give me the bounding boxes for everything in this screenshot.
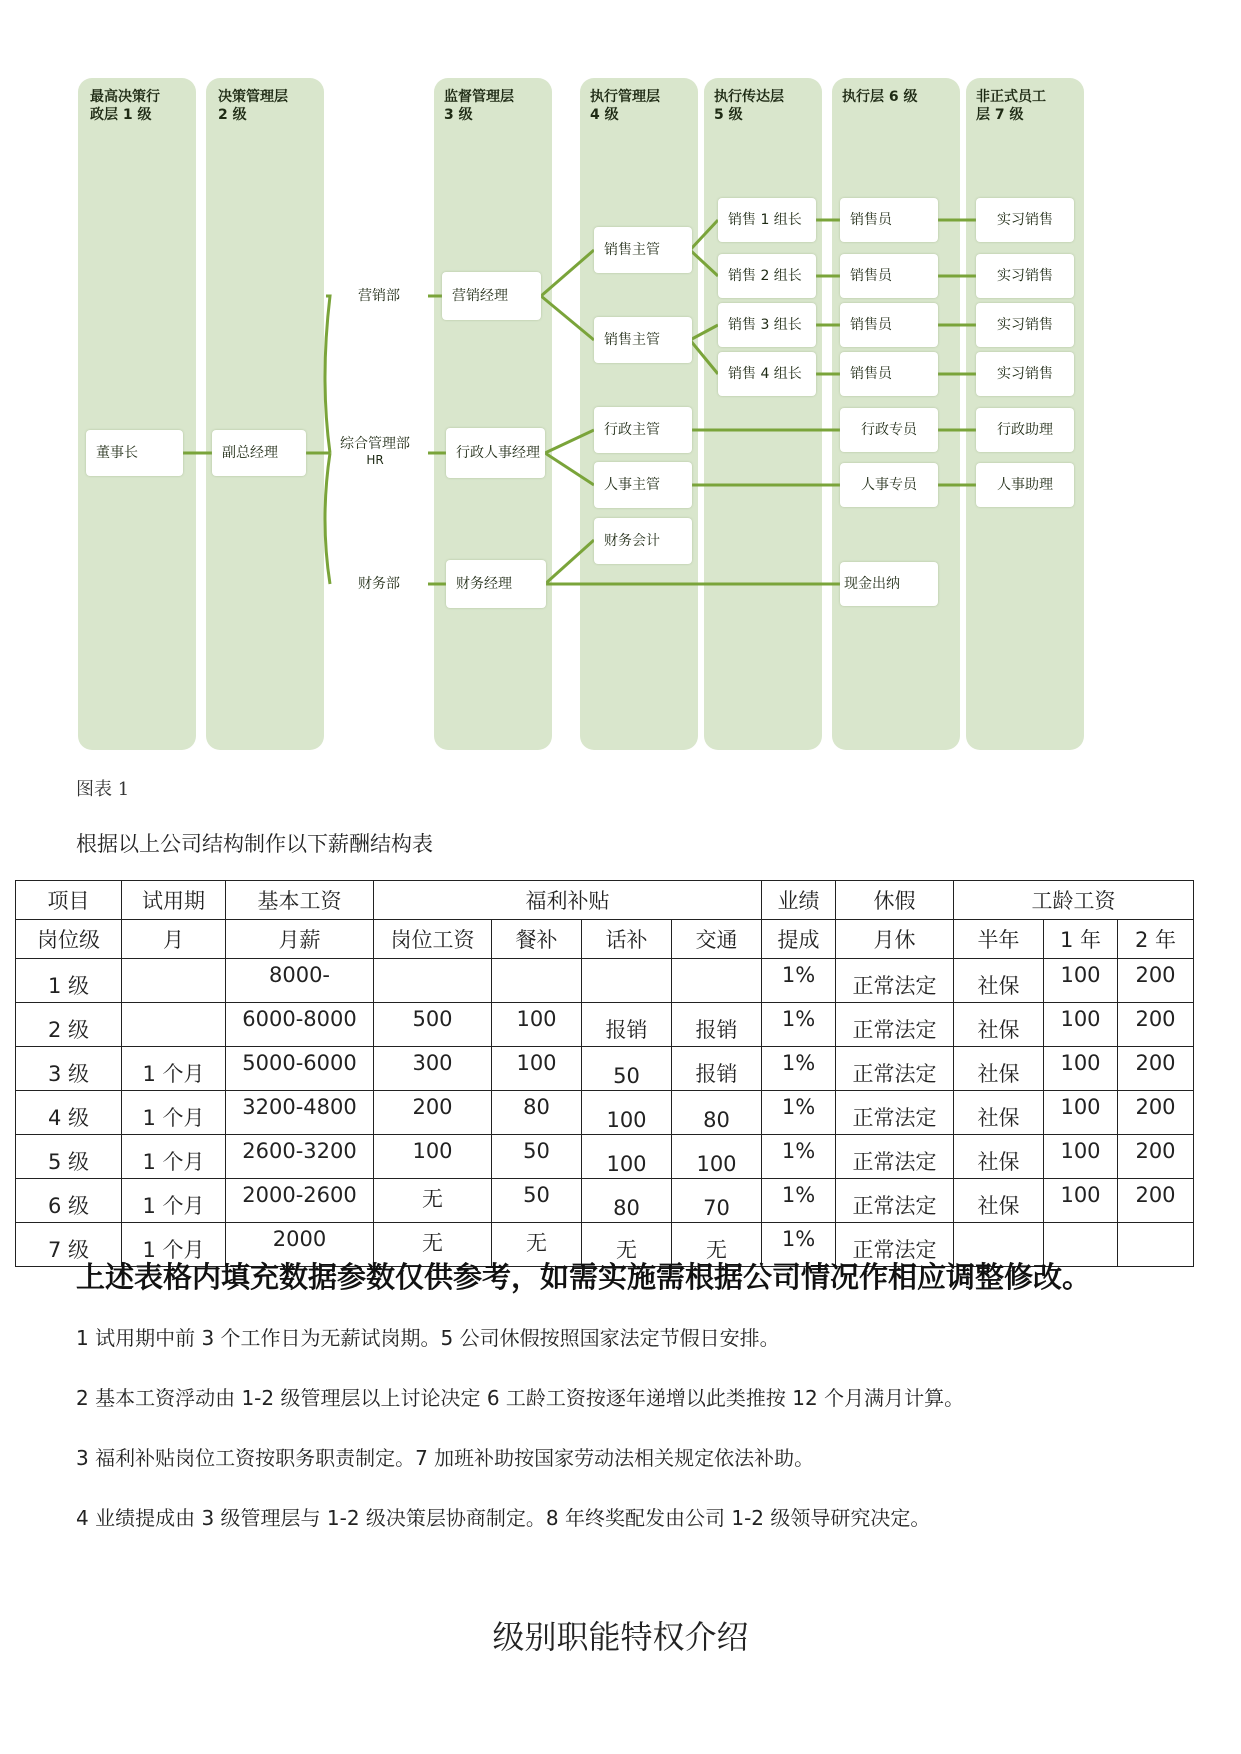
table-header-row-2 [16, 920, 1194, 959]
table-cell: 100 [582, 1091, 672, 1135]
column-title-6: 执行层 6 级 [842, 89, 918, 105]
node-team-leader-1: 销售 1 组长 [718, 198, 816, 242]
table-cell [1118, 1223, 1194, 1267]
node-cashier: 现金出纳 [840, 562, 938, 606]
header-seniority: 工龄工资 [954, 881, 1194, 920]
table-cell [122, 959, 226, 1003]
table-cell: 8000- [226, 959, 374, 1003]
table-cell: 正常法定 [836, 1223, 954, 1267]
column-title-4: 执行管理层 4 级 [590, 89, 660, 123]
node-intern-3: 实习销售 [976, 303, 1074, 347]
table-cell: 1 个月 [122, 1047, 226, 1091]
table-cell: 无 [374, 1179, 492, 1223]
table-cell: 报销 [672, 1047, 762, 1091]
node-hr-assistant: 人事助理 [976, 463, 1074, 507]
table-cell: 5000-6000 [226, 1047, 374, 1091]
dept-admin-sub: HR [366, 453, 384, 467]
table-cell: 1 个月 [122, 1091, 226, 1135]
table-cell: 4 级 [16, 1091, 122, 1135]
table-cell: 社保 [954, 1135, 1044, 1179]
table-cell: 社保 [954, 1047, 1044, 1091]
header-leave: 休假 [836, 881, 954, 920]
table-cell: 1% [762, 1223, 836, 1267]
node-chairman: 董事长 [86, 430, 183, 476]
node-sales-rep-1: 销售员 [840, 198, 938, 242]
table-cell: 100 [582, 1135, 672, 1179]
node-admin-supervisor: 行政主管 [594, 407, 692, 453]
header-item: 项目 [16, 881, 122, 920]
table-cell: 1% [762, 1091, 836, 1135]
table-cell: 1 级 [16, 959, 122, 1003]
table-cell: 报销 [672, 1003, 762, 1047]
disclaimer-note: 上述表格内填充数据参数仅供参考，如需实施需根据公司情况作相应调整修改。 [76, 1260, 1092, 1294]
table-cell: 100 [1044, 1135, 1118, 1179]
table-body [16, 959, 1194, 1267]
header-performance: 业绩 [762, 881, 836, 920]
dept-admin-label: 综合管理部 [340, 436, 410, 452]
header-sub-cell: 餐补 [492, 920, 582, 959]
table-cell: 正常法定 [836, 1003, 954, 1047]
header-sub-cell: 话补 [582, 920, 672, 959]
header-sub-cell: 半年 [954, 920, 1044, 959]
table-cell: 2000-2600 [226, 1179, 374, 1223]
table-cell: 1 个月 [122, 1179, 226, 1223]
table-cell: 1 个月 [122, 1223, 226, 1267]
dept-marketing: 营销部 [358, 288, 400, 304]
node-admin-assistant: 行政助理 [976, 408, 1074, 452]
header-sub-cell: 月薪 [226, 920, 374, 959]
table-cell: 200 [1118, 959, 1194, 1003]
table-cell: 1% [762, 1179, 836, 1223]
table-cell: 100 [672, 1135, 762, 1179]
node-sales-rep-4: 销售员 [840, 352, 938, 396]
header-sub-cell: 月 [122, 920, 226, 959]
table-cell: 无 [672, 1223, 762, 1267]
table-cell: 100 [1044, 1047, 1118, 1091]
node-team-leader-2: 销售 2 组长 [718, 254, 816, 298]
header-sub-cell: 2 年 [1118, 920, 1194, 959]
table-cell: 200 [1118, 1179, 1194, 1223]
node-sales-supervisor-1: 销售主管 [594, 227, 692, 273]
column-title-5: 执行传达层 5 级 [714, 89, 784, 123]
node-finance-manager: 财务经理 [446, 560, 546, 608]
column-title-3: 监督管理层 3 级 [444, 89, 514, 123]
table-cell: 80 [672, 1091, 762, 1135]
column-title-7: 非正式员工 层 7 级 [976, 89, 1046, 123]
dept-finance: 财务部 [358, 576, 400, 592]
table-cell: 社保 [954, 959, 1044, 1003]
table-cell [492, 959, 582, 1003]
table-cell: 6 级 [16, 1179, 122, 1223]
table-cell: 300 [374, 1047, 492, 1091]
table-cell: 50 [492, 1179, 582, 1223]
table-cell: 1% [762, 959, 836, 1003]
table-cell: 无 [492, 1223, 582, 1267]
header-sub-cell: 交通 [672, 920, 762, 959]
node-hr-specialist: 人事专员 [840, 463, 938, 507]
node-intern-1: 实习销售 [976, 198, 1074, 242]
table-header-row-1 [16, 881, 1194, 920]
node-marketing-manager: 营销经理 [442, 272, 541, 320]
table-cell: 80 [492, 1091, 582, 1135]
table-cell: 70 [672, 1179, 762, 1223]
rule-line-1: 1 试用期中前 3 个工作日为无薪试岗期。5 公司休假按照国家法定节假日安排。 [76, 1326, 780, 1350]
node-team-leader-3: 销售 3 组长 [718, 303, 816, 347]
section-title: 级别职能特权介绍 [492, 1618, 749, 1656]
column-title-1: 最高决策行 政层 1 级 [90, 89, 160, 123]
table-cell: 200 [1118, 1135, 1194, 1179]
table-cell: 200 [1118, 1047, 1194, 1091]
table-cell: 1% [762, 1003, 836, 1047]
node-sales-rep-3: 销售员 [840, 303, 938, 347]
table-cell: 正常法定 [836, 1091, 954, 1135]
table-cell: 2000 [226, 1223, 374, 1267]
header-sub-cell: 提成 [762, 920, 836, 959]
table-cell: 100 [1044, 1091, 1118, 1135]
table-cell: 社保 [954, 1003, 1044, 1047]
table-cell: 500 [374, 1003, 492, 1047]
table-cell [374, 959, 492, 1003]
node-admin-specialist: 行政专员 [840, 408, 938, 452]
table-cell: 100 [374, 1135, 492, 1179]
node-vice-gm: 副总经理 [212, 430, 306, 476]
table-row [16, 1135, 1194, 1179]
node-sales-rep-2: 销售员 [840, 254, 938, 298]
table-cell: 50 [492, 1135, 582, 1179]
table-cell: 7 级 [16, 1223, 122, 1267]
header-base-salary: 基本工资 [226, 881, 374, 920]
table-cell: 50 [582, 1047, 672, 1091]
table-cell: 1% [762, 1135, 836, 1179]
org-chart [0, 0, 1241, 760]
node-accountant: 财务会计 [594, 518, 692, 564]
table-cell: 正常法定 [836, 1047, 954, 1091]
node-intern-4: 实习销售 [976, 352, 1074, 396]
table-cell: 100 [1044, 959, 1118, 1003]
table-cell: 200 [1118, 1003, 1194, 1047]
dept-admin [330, 436, 420, 468]
table-cell: 100 [492, 1003, 582, 1047]
table-cell: 2600-3200 [226, 1135, 374, 1179]
table-cell: 1 个月 [122, 1135, 226, 1179]
table-cell: 6000-8000 [226, 1003, 374, 1047]
rule-line-3: 3 福利补贴岗位工资按职务职责制定。7 加班补助按国家劳动法相关规定依法补助。 [76, 1446, 815, 1470]
header-sub-cell: 月休 [836, 920, 954, 959]
figure-caption: 图表 1 [76, 779, 130, 800]
node-intern-2: 实习销售 [976, 254, 1074, 298]
table-row [16, 1003, 1194, 1047]
table-cell: 无 [582, 1223, 672, 1267]
table-cell: 报销 [582, 1003, 672, 1047]
table-cell: 无 [374, 1223, 492, 1267]
table-row [16, 1091, 1194, 1135]
table-cell: 社保 [954, 1091, 1044, 1135]
table-cell: 3 级 [16, 1047, 122, 1091]
table-cell: 200 [374, 1091, 492, 1135]
table-row [16, 1047, 1194, 1091]
node-hr-supervisor: 人事主管 [594, 462, 692, 508]
table-cell: 正常法定 [836, 1179, 954, 1223]
table-cell: 2 级 [16, 1003, 122, 1047]
table-cell: 200 [1118, 1091, 1194, 1135]
table-cell: 100 [1044, 1179, 1118, 1223]
salary-table [15, 880, 1194, 1267]
table-cell: 100 [1044, 1003, 1118, 1047]
rule-line-4: 4 业绩提成由 3 级管理层与 1-2 级决策层协商制定。8 年终奖配发由公司 1-2 级领导研究决定。 [76, 1506, 931, 1530]
header-sub-cell: 1 年 [1044, 920, 1118, 959]
node-team-leader-4: 销售 4 组长 [718, 352, 816, 396]
table-cell: 正常法定 [836, 1135, 954, 1179]
table-cell: 社保 [954, 1179, 1044, 1223]
table-cell: 5 级 [16, 1135, 122, 1179]
table-cell [122, 1003, 226, 1047]
header-sub-cell: 岗位级 [16, 920, 122, 959]
table-cell [582, 959, 672, 1003]
rule-line-2: 2 基本工资浮动由 1-2 级管理层以上讨论决定 6 工龄工资按逐年递增以此类推按 12 个月满月计算。 [76, 1386, 965, 1410]
column-title-2: 决策管理层 2 级 [218, 89, 288, 123]
header-welfare: 福利补贴 [374, 881, 762, 920]
table-cell: 80 [582, 1179, 672, 1223]
header-probation: 试用期 [122, 881, 226, 920]
table-cell: 100 [492, 1047, 582, 1091]
table-row [16, 959, 1194, 1003]
node-sales-supervisor-2: 销售主管 [594, 317, 692, 363]
table-cell: 1% [762, 1047, 836, 1091]
intro-text: 根据以上公司结构制作以下薪酬结构表 [76, 832, 433, 856]
table-cell: 正常法定 [836, 959, 954, 1003]
node-admin-hr-manager: 行政人事经理 [446, 428, 545, 478]
table-row [16, 1179, 1194, 1223]
table-cell [672, 959, 762, 1003]
table-cell: 3200-4800 [226, 1091, 374, 1135]
header-sub-cell: 岗位工资 [374, 920, 492, 959]
